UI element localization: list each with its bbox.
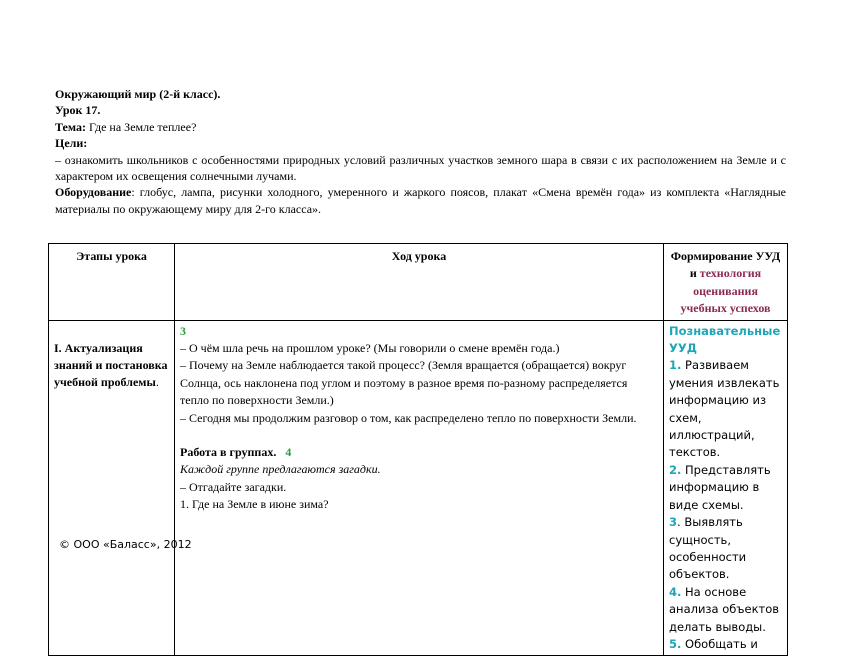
- copyright-footer: © ООО «Баласс», 2012: [59, 538, 192, 551]
- uud-item: 5. Обобщать и: [669, 636, 758, 651]
- slide-number: 3: [180, 323, 186, 338]
- equipment-text: : глобус, лампа, рисунки холодного, умеренного и жаркого поясов, плакат «Смена времён года» из комплекта «Наглядные материалы по окружающему миру для 2-го класса».: [55, 185, 786, 216]
- table-header-row: [49, 244, 788, 321]
- topic-label: Тема:: [55, 119, 86, 134]
- lesson-intro: [55, 86, 786, 217]
- goals-label: Цели:: [55, 136, 88, 151]
- table-row: [49, 320, 788, 656]
- course-line-1: – О чём шла речь на прошлом уроке? (Мы говорили о смене времён года.): [180, 341, 560, 356]
- topic-text: Где на Земле теплее?: [88, 119, 197, 134]
- equipment-label: Оборудование: [55, 185, 132, 200]
- uud-item: 3. Выявлять сущность, особенности объектов.: [669, 515, 747, 582]
- formation-technology: технология оценивания учебных успехов: [680, 266, 771, 316]
- group-slide-number: 4: [285, 445, 292, 460]
- header-course: Ход урока: [175, 244, 664, 321]
- course-line-5: 1. Где на Земле в июне зима?: [180, 497, 329, 512]
- course-line-3: – Сегодня мы продолжим разговор о том, как распределено тепло по поверхности Земли.: [180, 410, 637, 425]
- header-stages: Этапы урока: [49, 244, 175, 321]
- stage-title: I. Актуализация знаний и постановка учебной проблемы: [54, 340, 168, 390]
- formation-text: Формирование: [670, 249, 756, 263]
- group-work-line: [180, 444, 658, 461]
- equipment-line: [55, 184, 786, 217]
- topic-line: [55, 119, 786, 135]
- subject-line: Окружающий мир (2-й класс).: [55, 87, 221, 101]
- uud-title: Познавательные УУД: [669, 323, 781, 356]
- goal-text: – ознакомить школьников с особенностями природных условий различных участков земного шара в связи с их расположением на Земле и с характером их освещения солнечными лучами.: [55, 152, 786, 184]
- lesson-number: Урок 17.: [55, 103, 101, 118]
- course-line-4: – Отгадайте загадки.: [180, 479, 287, 494]
- uud-cell: [664, 320, 788, 656]
- uud-item: 2. Представлять информацию в виде схемы.: [669, 462, 771, 512]
- stage-dot: .: [155, 375, 159, 390]
- uud-item: 4. На основе анализа объектов делать выводы.: [669, 584, 780, 634]
- header-formation: [664, 244, 788, 321]
- uud-item: 1. Развиваем умения извлекать информацию из схем, иллюстраций, текстов.: [669, 358, 780, 460]
- course-cell: [175, 320, 664, 656]
- formation-and: и: [689, 266, 700, 281]
- formation-uud: УУД: [755, 249, 781, 263]
- lesson-table: [48, 243, 788, 656]
- course-line-2: – Почему на Земле наблюдается такой процесс? (Земля вращается (обращается) вокруг Солнца, ось наклонена под углом и поэтому в разное время по-разному распределяется тепло по поверхности Земли.): [180, 358, 628, 408]
- group-task: Каждой группе предлагаются загадки.: [180, 462, 381, 477]
- group-work-label: Работа в группах.: [180, 445, 277, 460]
- stage-cell: [49, 320, 175, 656]
